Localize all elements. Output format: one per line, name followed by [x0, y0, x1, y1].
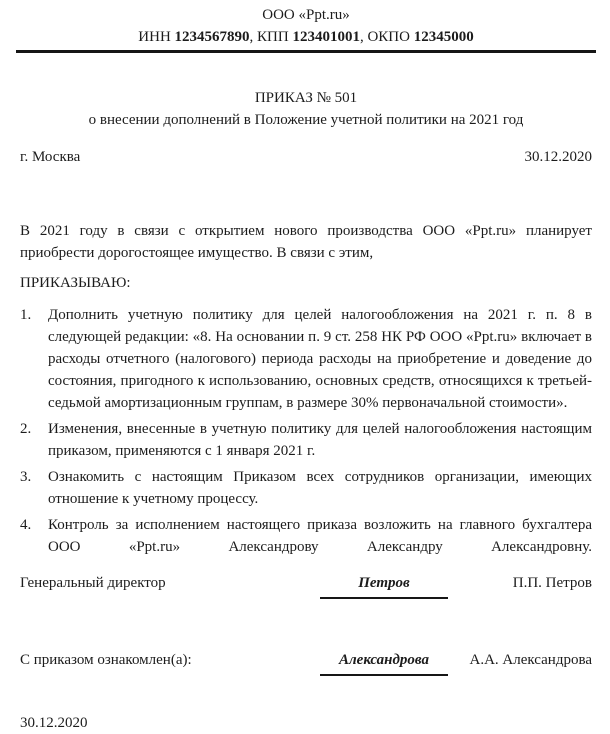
order-item — [20, 466, 592, 510]
order-title: ПРИКАЗ № 501 — [254, 90, 358, 106]
city-date-row — [20, 146, 592, 168]
reg-separator: , — [249, 29, 258, 45]
preamble-paragraph: В 2021 году в связи с открытием нового производства ООО «Ppt.ru» планирует приобрести дорогостоящее имущество. В связи с этим, — [20, 223, 592, 261]
acknowledgment-signature-row — [20, 649, 592, 676]
okpo-value: 12345000 — [413, 29, 474, 45]
order-subject: о внесении дополнений в Положение учетной политики на 2021 год — [88, 112, 524, 128]
signatory-role: Генеральный директор — [20, 575, 166, 591]
order-items-list — [20, 304, 592, 558]
inn-value: 1234567890 — [174, 29, 250, 45]
order-verb: ПРИКАЗЫВАЮ: — [20, 275, 131, 291]
signature-underline — [320, 649, 448, 676]
signatory-role: С приказом ознакомлен(а): — [20, 652, 192, 668]
title-block — [20, 87, 592, 131]
kpp-value: 123401001 — [292, 29, 360, 45]
header-divider-rule — [16, 50, 596, 53]
kpp-label: КПП — [257, 29, 293, 45]
item-text: Дополнить учетную политику для целей налогообложения на 2021 г. п. 8 в следующей редакции: «8. На основании п. 9 ст. 258 НК РФ ООО «Ppt.ru» включает в расходы отчетного (налогового) периода расходы на приобретение и доведение до состояния, пригодного к использованию, основных средств, относящихся к третьей-седьмой амортизационным группам, в размере 30% первоначальной стоимости». — [48, 307, 592, 411]
reg-separator: , — [359, 29, 368, 45]
order-date: 30.12.2020 — [524, 149, 592, 165]
item-text: Контроль за исполнением настоящего приказа возложить на главного бухгалтера ООО «Ppt.ru» Александрову Александру Александровну. — [48, 517, 592, 555]
signature-script: Александрова — [338, 652, 430, 668]
signature-script: Петров — [358, 575, 410, 591]
company-header — [20, 4, 592, 48]
signature-underline — [320, 572, 448, 599]
item-number: 4. — [20, 517, 32, 533]
director-signature-row — [20, 572, 592, 599]
registration-line — [20, 26, 592, 48]
order-item — [20, 418, 592, 462]
item-text: Изменения, внесенные в учетную политику для целей налогообложения настоящим приказом, применяются с 1 января 2021 г. — [48, 421, 592, 459]
city-label: г. Москва — [20, 149, 81, 165]
company-name: ООО «Ppt.ru» — [262, 7, 350, 23]
footer-date: 30.12.2020 — [20, 715, 88, 731]
item-number: 2. — [20, 421, 32, 437]
okpo-label: ОКПО — [367, 29, 414, 45]
inn-label: ИНН — [138, 29, 175, 45]
order-item — [20, 304, 592, 414]
signatory-name: А.А. Александрова — [469, 652, 592, 668]
order-item — [20, 514, 592, 558]
item-text: Ознакомить с настоящим Приказом всех сотрудников организации, имеющих отношение к учетному процессу. — [48, 469, 592, 507]
signatory-name: П.П. Петров — [512, 575, 592, 591]
item-number: 1. — [20, 307, 32, 323]
item-number: 3. — [20, 469, 32, 485]
